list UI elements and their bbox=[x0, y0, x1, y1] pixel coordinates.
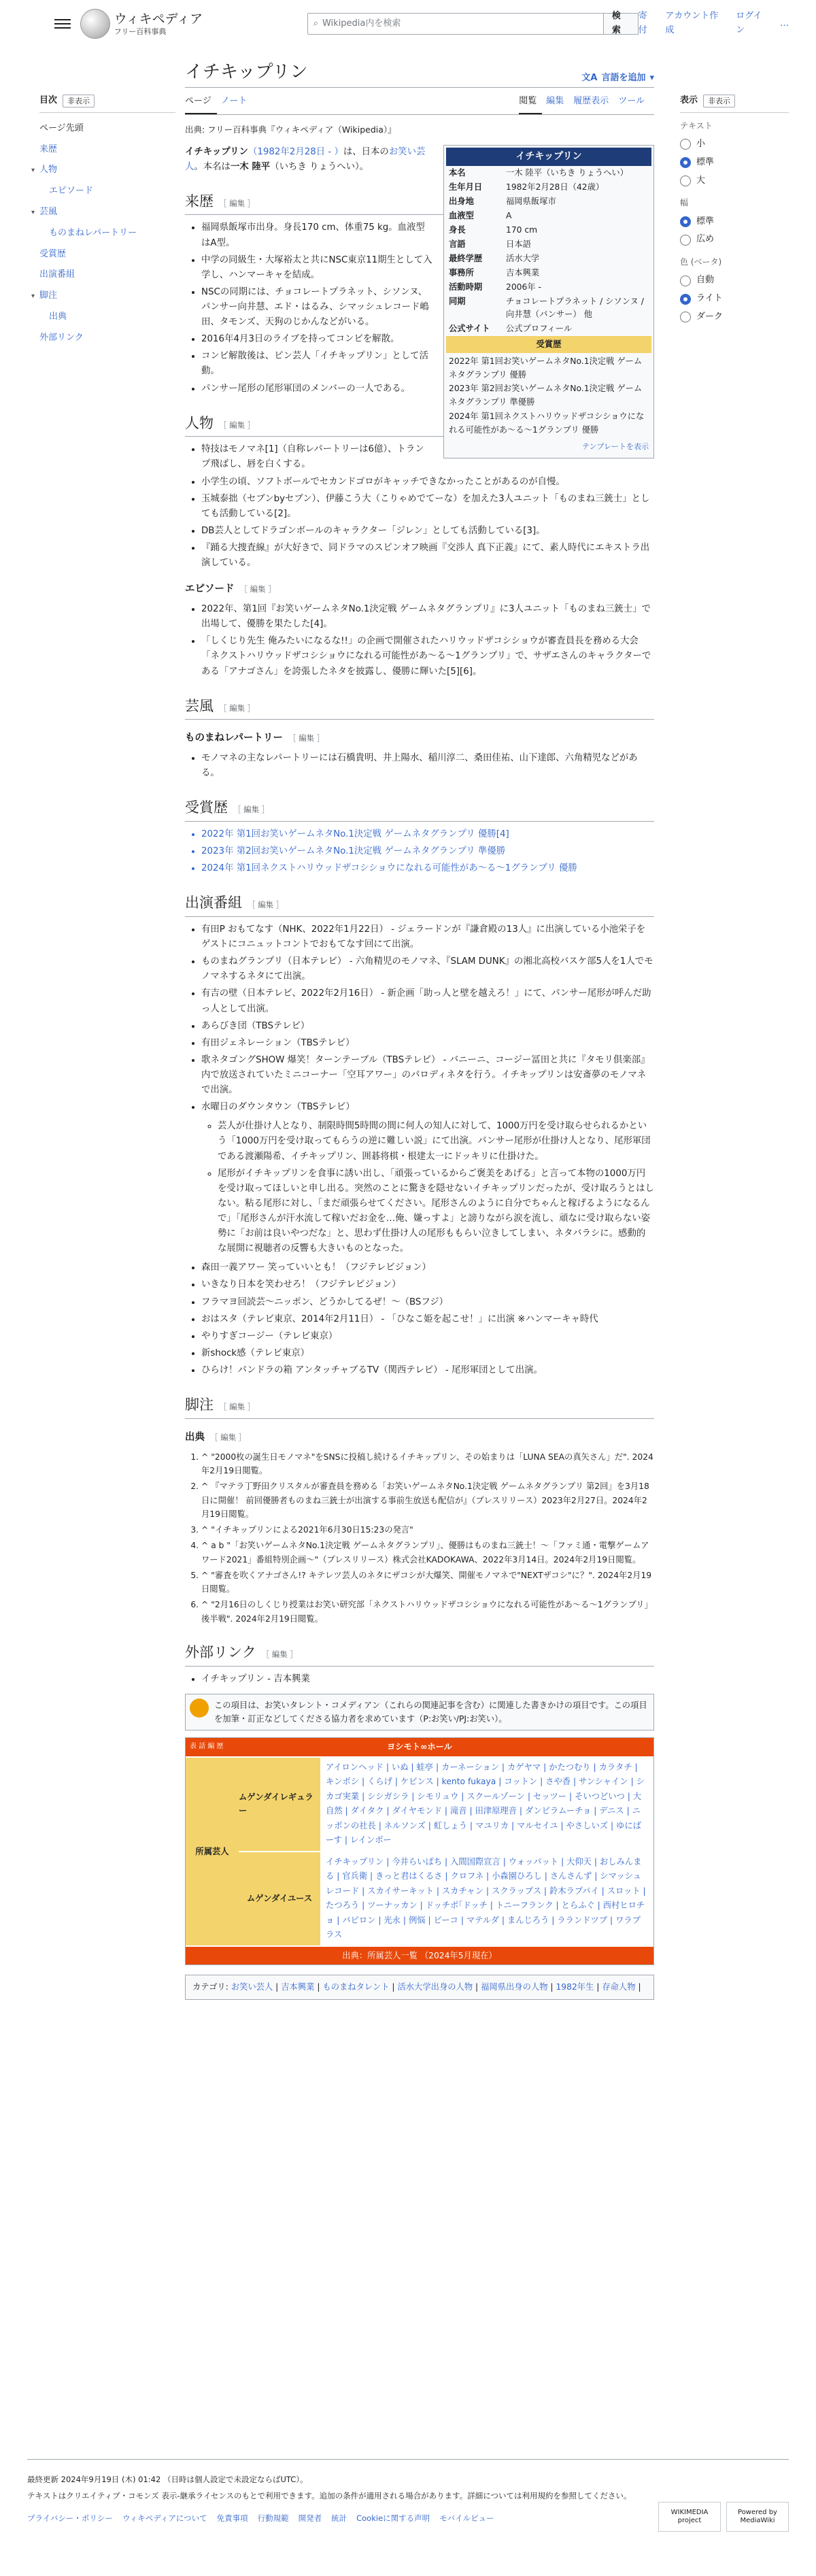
header-link-0[interactable]: 寄付 bbox=[638, 11, 647, 35]
infobox-key: 血液型 bbox=[449, 210, 474, 220]
appearance-panel bbox=[680, 94, 789, 327]
category-link[interactable]: 福岡県出身の人物 bbox=[481, 1982, 548, 1992]
toc-item[interactable] bbox=[39, 118, 175, 139]
header-link-2[interactable]: ログイン bbox=[736, 11, 762, 35]
license-text: テキストはクリエイティブ・コモンズ 表示-継承ライセンスのもとで利用できます。追加の条件が適用される場合があります。詳細については利用規約を参照してください。 bbox=[27, 2491, 632, 2501]
from-wikipedia: 出典: フリー百科事典『ウィキペディア（Wikipedia）』 bbox=[185, 124, 396, 135]
list-item: • 水曜日のダウンタウン（TBSテレビ） ◦ 芸人が仕掛け人となり、制限時間5時間の間に何人の知人に対して、1000万円を受け取らせられるかという「1000万円を受け取ってもらうの逆に難しい説」にて出演。パンサー尾形が仕掛け人となり、尾形軍団である渡瀬陽希、イチキップリン、囲碁将棋・根建太一にドッキリに仕掛けた。 ◦ 尾形がイチキップリンを食事に誘い出し、「頑張っているからご褒美をあげる」と言って本物の1000万円を受け取ってほしいと申し出る。突然のことに驚きを隠せないイチキップリンだったが、受け取ろうとはしない。粘る尾形に対し、「まだ頑張らせてください。尾形さんのように自分でちゃんと稼げるようになるんで」「尾形さんが汗水流して稼いだお金を…俺、嫌っすよ」と謗りながら涙を流し、頑なに受け取らない姿勢に「お前は良いやつだな」と、思わず仕掛け人の尾形ももらい泣きしてしまい、ネタバラシに。感動的な展開に視聴者の反響も大きいものとなった。 bbox=[201, 1100, 654, 1256]
section-title: 脚注 bbox=[185, 1396, 214, 1414]
color_opts-label: ライト bbox=[696, 293, 723, 304]
subsection-title: ものまねレパートリー bbox=[185, 733, 283, 744]
toc-item-label: 出演番組 bbox=[39, 269, 75, 280]
infobox-value: 1982年2月28日（42歳） bbox=[506, 182, 605, 192]
list-item: ◦ 尾形がイチキップリンを食事に誘い出し、「頑張っているからご褒美をあげる」と言って本物の1000万円を受け取ってほしいと申し出る。突然のことに驚きを隠せないイチキップリンだったが、受け取ろうとはしない。粘る尾形に対し、「まだ頑張らせてください。尾形さんのように自分でちゃんと稼げるようになるんで」「尾形さんが汗水流して稼いだお金を…俺、嫌っすよ」と謗りながら涙を流し、頑なに受け取らない姿勢に「お前は良いやつだな」と、思わず仕掛け人の尾形ももらい泣きしてしまい、ネタバラシに。感動的な展開に視聴者の反響も大きいものとなった。 bbox=[218, 1167, 654, 1257]
width_opts-radio[interactable] bbox=[680, 213, 789, 231]
list-item: • DB芸人としてドラゴンボールのキャラクター「ジレン」としても活動している[3]。 bbox=[201, 524, 654, 539]
wikimedia-badge[interactable]: WIKIMEDIA project bbox=[658, 2502, 721, 2532]
list-item: • パンサー尾形の尾形軍団のメンバーの一人である。 bbox=[201, 382, 654, 397]
lead-paragraph: イチキップリン（1982年2月28日 - ）は、日本のお笑い芸人。本名は一木 陸平（いちき りょうへい）。 bbox=[185, 146, 426, 172]
section-heading-notes bbox=[185, 1393, 654, 1419]
navbox-list-regular[interactable]: アイロンヘッド | いぬ | 蛙亭 | カーネーション | カゲヤマ | かたつむり | カラタチ | キンボシ | くらげ | ケビンス | kento fukaya | コットン | さや香 | サンシャイン | シカゴ実業 | シシガシラ | シモリュウ | スクールゾーン | セッツー | そいつどいつ | 大自然 | ダイタク | ダイヤモンド | 滝音 | 田津原理音 | ダンビラムーチョ | デニス | ニッポンの社長 | ネルソンズ | 虹しょう | マユリカ | マルセイユ | やさしいズ | ゆにばーす | レインボー bbox=[326, 1762, 645, 1845]
category-link[interactable]: 吉本興業 bbox=[281, 1982, 315, 1992]
list-item: ◦ 芸人が仕掛け人となり、制限時間5時間の間に何人の知人に対して、1000万円を受け取らせられるかという「1000万円を受け取ってもらうの逆に難しい説」にて出演。パンサー尾形が仕掛け人となり、尾形軍団である渡瀬陽希、イチキップリン、囲碁将棋・根建太一にドッキリに仕掛けた。 bbox=[218, 1119, 654, 1164]
footer-link-0[interactable]: プライバシー・ポリシー bbox=[27, 2513, 113, 2523]
edit-link[interactable]: ［ 編集 ］ bbox=[219, 420, 256, 430]
list-item: • 玉城泰拙（セブンbyセブン）、伊藤こう大（こりゃめでてーな）を加えた3人ユニット「ものまね三銃士」としても活動している[2]。 bbox=[201, 492, 654, 522]
main-content bbox=[185, 61, 654, 2000]
navbox-title[interactable]: ヨシモト∞ホール bbox=[386, 1742, 453, 1752]
infobox-value: 一木 陸平（いちき りょうへい） bbox=[506, 167, 628, 178]
subsection-title: エピソード bbox=[185, 584, 235, 595]
header-link-3[interactable]: … bbox=[779, 18, 789, 29]
infobox bbox=[443, 145, 654, 459]
edit-link[interactable]: ［ 編集 ］ bbox=[219, 198, 256, 208]
toc-toggle-icon[interactable]: ▾ bbox=[31, 208, 35, 216]
toc-item[interactable] bbox=[39, 307, 175, 328]
toc-item-label: 脚注 bbox=[39, 290, 58, 301]
reference-item: 3. ^ "イチキップリンによる2021年6月30日15:23の発言" bbox=[201, 1523, 654, 1537]
navbox-footer: 出典：所属芸人一覧 （2024年5月現在） bbox=[186, 1945, 653, 1964]
category-link[interactable]: お笑い芸人 bbox=[231, 1982, 273, 1992]
infobox-key: 事務所 bbox=[449, 268, 474, 278]
list-item: • 中学の同級生・大塚裕太と共にNSC東京11期生として入学し、ハンマーキャを結成。 bbox=[201, 253, 654, 283]
list-item: • いきなり日本を笑わせろ！（フジテレビジョン） bbox=[201, 1277, 654, 1292]
list-item: • ものまねグランプリ（日本テレビ） - 六角精児のモノマネ、『SLAM DUNK』の湘北高校バスケ部5人を1人でモノマネするネタにて出演。 bbox=[201, 954, 654, 984]
footer-link-3[interactable]: 行動規範 bbox=[257, 2513, 289, 2523]
toc-item-label: エピソード bbox=[49, 186, 94, 197]
section-title: 受賞歴 bbox=[185, 799, 228, 816]
width_opts-label: 広め bbox=[696, 234, 715, 245]
infobox-award: 2022年 第1回お笑いゲームネタNo.1決定戦 ゲームネタグランプリ 優勝 bbox=[449, 356, 643, 380]
footer-link-2[interactable]: 免責事項 bbox=[216, 2513, 248, 2523]
infobox-key: 活動時期 bbox=[449, 282, 483, 292]
text_opts-radio[interactable] bbox=[680, 154, 789, 172]
infobox-key: 最終学歴 bbox=[449, 253, 483, 263]
section-heading-shows bbox=[185, 891, 654, 917]
toc-sidebar bbox=[31, 94, 175, 349]
radio-button[interactable] bbox=[680, 139, 691, 150]
site-header bbox=[54, 5, 789, 42]
list-item: • 2023年 第2回お笑いゲームネタNo.1決定戦 ゲームネタグランプリ 準優勝 bbox=[201, 844, 654, 859]
infobox-key: 出身地 bbox=[449, 196, 474, 206]
radio-button[interactable] bbox=[680, 216, 691, 227]
list-item: • コンビ解散後は、ピン芸人「イチキップリン」として活動。 bbox=[201, 349, 654, 379]
main-menu-icon[interactable] bbox=[54, 19, 71, 29]
toc-toggle-icon[interactable]: ▾ bbox=[31, 292, 35, 301]
toc-item-label: 出典 bbox=[49, 311, 67, 322]
stub-notice: この項目は、お笑いタレント・コメディアン（これらの関連記事を含む）に関連した書きかけの項目です。この項目を加筆・訂正などしてくださる協力者を求めています（P:お笑い/PJ:お笑い）。 bbox=[185, 1694, 654, 1731]
infobox-value: 福岡県飯塚市 bbox=[506, 196, 556, 206]
wikipedia-globe-icon bbox=[80, 9, 110, 39]
infobox-key: 生年月日 bbox=[449, 182, 483, 192]
reference-item: 2. ^ 『マテラ丁野田クリスタルが審査員を務める「お笑いゲームネタNo.1決定戦 ゲームネタグランプリ 第2回」を3月18日に開催！ 前回優勝者ものまね三銃士が出演する事前生放送も配信が』（プレスリリース）2023年2月27日。2024年2月19日閲覧。 bbox=[201, 1479, 654, 1521]
list-item: • 2022年、第1回『お笑いゲームネタNo.1決定戦 ゲームネタグランプリ』に3人ユニット「ものまね三銃士」で出場して、優勝を果たした[4]。 bbox=[201, 602, 654, 632]
category-link[interactable]: ものまねタレント bbox=[322, 1982, 390, 1992]
radio-button[interactable] bbox=[680, 294, 691, 305]
radio-button[interactable] bbox=[680, 235, 691, 246]
list-item: • 有田ジェネレーション（TBSテレビ） bbox=[201, 1036, 654, 1051]
radio-button[interactable] bbox=[680, 312, 691, 322]
list-item: • フラマヨ回読芸〜ニッポン、どうかしてるぜ！〜（BSフジ） bbox=[201, 1295, 654, 1310]
toc-item-label: 外部リンク bbox=[39, 332, 84, 343]
header-link-1[interactable]: アカウント作成 bbox=[665, 11, 719, 35]
show-template-link[interactable]: テンプレートを表示 bbox=[581, 442, 649, 452]
toc-item[interactable] bbox=[39, 265, 175, 286]
toc-toggle-icon[interactable]: ▾ bbox=[31, 167, 35, 175]
text_opts-label: 大 bbox=[696, 175, 706, 186]
toc-item-label: ものまねレパートリー bbox=[49, 227, 137, 238]
tab-right-0[interactable]: 閲覧 bbox=[519, 90, 542, 114]
list-item: • イチキップリン - 吉本興業 bbox=[201, 1672, 654, 1687]
navbox-vte[interactable]: 表 話 編 歴 bbox=[190, 1743, 224, 1751]
infobox-value: A bbox=[506, 210, 512, 220]
width-label: 幅 bbox=[680, 198, 689, 208]
infobox-value: 170 cm bbox=[506, 224, 538, 235]
logo-title: ウィキペディア bbox=[114, 12, 203, 27]
text_opts-radio[interactable] bbox=[680, 172, 789, 190]
toc-item[interactable] bbox=[31, 286, 175, 307]
radio-button[interactable] bbox=[680, 175, 691, 186]
appearance-title: 表示 bbox=[680, 95, 698, 105]
list-item: • 2016年4月3日のライブを持ってコンビを解散。 bbox=[201, 332, 654, 347]
page-tabs bbox=[185, 90, 654, 115]
toc-item-label: 受賞歴 bbox=[39, 248, 67, 259]
appearance-hide-button[interactable]: 非表示 bbox=[703, 95, 735, 108]
list-item: • ひらけ！パンドラの箱 アンタッチャブるTV（関西テレビ） - 尾形軍団として出演。 bbox=[201, 1363, 654, 1378]
edit-link[interactable]: ［ 編集 ］ bbox=[219, 1402, 256, 1412]
navbox-subgroup-regular: ムゲンダイレギュラー bbox=[239, 1758, 320, 1851]
list-item: • 2022年 第1回お笑いゲームネタNo.1決定戦 ゲームネタグランプリ 優勝[4] bbox=[201, 827, 654, 842]
page-title: イチキップリン bbox=[185, 62, 308, 82]
list-item: • 福岡県飯塚市出身。身長170 cm、体重75 kg。血液型はA型。 bbox=[201, 220, 654, 250]
site-logo[interactable] bbox=[80, 9, 249, 39]
tab-right-1[interactable]: 編集 bbox=[546, 95, 564, 106]
infobox-award: 2024年 第1回ネクストハリウッドザコシショウになれる可能性があ〜る〜1グランプリ 優勝 bbox=[449, 411, 645, 435]
edit-link[interactable]: ［ 編集 ］ bbox=[233, 805, 270, 815]
infobox-value: 活水大学 bbox=[506, 253, 540, 263]
footer-link-7[interactable]: モバイルビュー bbox=[439, 2513, 494, 2523]
list-item: • やりすぎコージー（テレビ東京） bbox=[201, 1329, 654, 1344]
section-heading-style bbox=[185, 695, 654, 720]
toc-item[interactable] bbox=[39, 181, 175, 202]
chevron-down-icon: ▾ bbox=[649, 72, 654, 83]
infobox-award: 2023年 第2回お笑いゲームネタNo.1決定戦 ゲームネタグランプリ 準優勝 bbox=[449, 384, 643, 407]
section-heading-awards bbox=[185, 796, 654, 822]
category-link[interactable]: 1982年生 bbox=[556, 1982, 594, 1992]
comedian-link[interactable]: お笑い芸人 bbox=[185, 146, 426, 172]
toc-item-label: 人物 bbox=[39, 165, 58, 175]
toc-item[interactable] bbox=[39, 223, 175, 244]
list-item: • 2024年 第1回ネクストハリウッドザコシショウになれる可能性があ〜る〜1グランプリ 優勝 bbox=[201, 861, 654, 876]
last-modified: 最終更新 2024年9月19日 (木) 01:42 （日時は個人設定で未設定ならばUTC）。 bbox=[27, 2475, 308, 2484]
infobox-key: 言語 bbox=[449, 239, 466, 249]
infobox-value: チョコレートプラネット / シソンヌ / 向井慧（パンサー） 他 bbox=[506, 297, 644, 320]
toc-item-label: ページ先頭 bbox=[39, 122, 84, 133]
personal-tools bbox=[639, 10, 789, 38]
text_opts-label: 小 bbox=[696, 138, 706, 149]
toc-item[interactable] bbox=[39, 328, 175, 349]
infobox-value: 日本語 bbox=[506, 239, 531, 249]
list-item: • 新shock感（テレビ東京） bbox=[201, 1346, 654, 1361]
tab-0[interactable]: ページ bbox=[185, 90, 217, 114]
tab-right-3[interactable]: ツール bbox=[618, 95, 645, 106]
toc-item[interactable] bbox=[31, 202, 175, 223]
radio-button[interactable] bbox=[680, 275, 691, 286]
text_opts-label: 標準 bbox=[696, 156, 715, 167]
toc-item[interactable] bbox=[39, 139, 175, 161]
page-footer bbox=[27, 2459, 789, 2524]
navbox-subgroup-youth: ムゲンダイユース bbox=[239, 1852, 320, 1945]
footer-link-5[interactable]: 統計 bbox=[331, 2513, 347, 2523]
text-size-label: テキスト bbox=[680, 120, 713, 131]
add-language-button[interactable]: 文A 言語を追加 ▾ bbox=[581, 72, 654, 83]
toc-item[interactable] bbox=[31, 160, 175, 181]
infobox-awards-header: 受賞歴 bbox=[446, 336, 651, 352]
toc-hide-button[interactable]: 非表示 bbox=[63, 95, 95, 108]
subsection-title: 出典 bbox=[185, 1431, 205, 1443]
list-item: • モノマネの主なレパートリーには石橋貴明、井上陽水、稲川淳二、桑田佳祐、山下達郎、六角精児などがある。 bbox=[201, 751, 654, 781]
infobox-value: 吉本興業 bbox=[506, 268, 540, 278]
list-item: • 「しくじり先生 俺みたいになるな!!」の企画で開催されたハリウッドザコシショウが審査員長を務める大会「ネクストハリウッドザコシショウになれる可能性があ〜る〜1グランプリ」で、サザエさんのキャラクターである「アナゴさん」を誇張したネタを披露し、優勝に輝いた[5][6]。 bbox=[201, 634, 654, 679]
category-link[interactable]: 活水大学出身の人物 bbox=[397, 1982, 473, 1992]
subsection-heading bbox=[185, 582, 654, 598]
list-item: • 『踊る大捜査線』が大好きで、同ドラマのスピンオフ映画『交渉人 真下正義』にて、素人時代にエキストラ出演している。 bbox=[201, 541, 654, 571]
navbox-group: 所属芸人 bbox=[186, 1758, 239, 1945]
tab-1[interactable]: ノート bbox=[220, 95, 248, 106]
edit-link[interactable]: ［ 編集 ］ bbox=[248, 900, 284, 910]
search-button[interactable]: 検索 bbox=[604, 13, 639, 35]
infobox-key: 身長 bbox=[449, 224, 466, 235]
subsection-heading bbox=[185, 731, 654, 747]
list-item: • 有吉の壁（日本テレビ、2022年2月16日） - 新企画「助っ人と壁を越えろ！」にて、パンサー尾形が呼んだ助っ人として出演。 bbox=[201, 986, 654, 1016]
width_opts-label: 標準 bbox=[696, 216, 715, 227]
tab-right-2[interactable]: 履歴表示 bbox=[573, 95, 609, 106]
list-item: • 特技はモノマネ[1]（自称レパートリーは6億）、トランプ飛ばし、唇を白くする。 bbox=[201, 442, 654, 472]
footer-link-1[interactable]: ウィキペディアについて bbox=[122, 2513, 207, 2523]
translate-icon: 文A bbox=[581, 72, 598, 83]
list-item: • NSCの同期には、チョコレートプラネット、シソンヌ、パンサー向井慧、エド・はるみ、シマッシュレコード嶋田、タモンズ、天狗のじかんなどがいる。 bbox=[201, 285, 654, 330]
list-item: • 小学生の頃、ソフトボールでセカンドゴロがキャッチできなかったことがあるのが自慢。 bbox=[201, 475, 654, 490]
infobox-key: 本名 bbox=[449, 167, 466, 178]
reference-item: 4. ^ a b "「お笑いゲームネタNo.1決定戦 ゲームネタグランプリ」、優勝はものまね三銃士！〜「ファミ通・電撃ゲームアワード2021」番組特別企画〜"（プレスリリース）株式会社KADOKAWA、2022年3月14日。2024年2月19日閲覧。 bbox=[201, 1539, 654, 1567]
infobox-value: 公式プロフィール bbox=[506, 324, 573, 334]
width_opts-radio[interactable] bbox=[680, 231, 789, 249]
category-link[interactable]: 存命人物 bbox=[602, 1982, 636, 1992]
section-title: 来歴 bbox=[185, 193, 214, 210]
navbox-list-youth[interactable]: イチキップリン | 今井らいぱち | 入間国際宣言 | ウォッパット | 大仰天 | おしみんまる | 官兵衛 | きっと君はくるさ | クロフネ | 小森園ひろし | さんさんず | シマッシュレコード | スカイサーキット | スカチャン | スクラップス | 鈴木ラプパイ | スロット | たつろう | ツーナッカン | ドッチボ｢ドッチ | トニーフランク | とらふぐ | 西村ヒロチョ | パピロン | 光永 | 例悩 | ピーコ | マテルダ | まんじろう | ラランドツブ | ワラプラス bbox=[326, 1856, 646, 1940]
color_opts-radio[interactable] bbox=[680, 271, 789, 290]
color_opts-label: ダーク bbox=[696, 311, 724, 322]
section-title: 外部リンク bbox=[185, 1644, 256, 1661]
toc-item-label: 来歴 bbox=[39, 144, 58, 154]
text_opts-radio[interactable] bbox=[680, 135, 789, 154]
section-title: 出演番組 bbox=[185, 894, 242, 911]
edit-link[interactable]: ［ 編集 ］ bbox=[288, 733, 325, 743]
infobox-value: 2006年 - bbox=[506, 282, 541, 292]
list-item: • おはスタ（テレビ東京、2014年2月11日） - 「ひなこ姫を起こせ！」に出演 ※ハンマーキャ時代 bbox=[201, 1312, 654, 1327]
stub-icon bbox=[190, 1699, 209, 1718]
search-form bbox=[307, 13, 639, 35]
color-label: 色 (ベータ) bbox=[680, 257, 722, 267]
subsection-heading bbox=[185, 1430, 654, 1446]
list-item: • 有田P おもてなす（NHK、2022年1月22日） - ジェラードンが『謙倉殿の13人』に出演している小池栄子をゲストにコニュットコントでおもてなす回にて出演。 bbox=[201, 922, 654, 952]
edit-link[interactable]: ［ 編集 ］ bbox=[210, 1432, 247, 1442]
category-link[interactable]: カテゴリ bbox=[192, 1982, 226, 1992]
edit-link[interactable]: ［ 編集 ］ bbox=[239, 584, 276, 595]
list-item: • あらびき団（TBSテレビ） bbox=[201, 1019, 654, 1034]
list-item: • 森田一義アワー 笑っていいとも！（フジテレビジョン） bbox=[201, 1260, 654, 1275]
mediawiki-badge[interactable]: Powered by MediaWiki bbox=[726, 2502, 789, 2532]
section-title: 芸風 bbox=[185, 697, 214, 714]
color_opts-label: 自動 bbox=[696, 275, 715, 286]
reference-item: 1. ^ "2000枚の誕生日モノマネ"をSNSに投稿し続けるイチキップリン、その始まりは「LUNA SEAの真矢さん」だ". 2024年2月19日閲覧。 bbox=[201, 1450, 654, 1478]
navbox bbox=[185, 1737, 654, 1965]
radio-button[interactable] bbox=[680, 157, 691, 168]
category-box: カテゴリ: お笑い芸人 | 吉本興業 | ものまねタレント | 活水大学出身の人物 | 福岡県出身の人物 | 1982年生 | 存命人物 | bbox=[185, 1975, 654, 2000]
infobox-key: 同期 bbox=[449, 297, 466, 307]
toc-title: 目次 bbox=[39, 95, 58, 105]
footer-link-4[interactable]: 開発者 bbox=[298, 2513, 322, 2523]
search-input[interactable]: ⌕ Wikipedia内を検索 bbox=[307, 13, 604, 35]
color_opts-radio[interactable] bbox=[680, 290, 789, 308]
toc-item[interactable] bbox=[39, 244, 175, 265]
reference-item: 6. ^ "2月16日のしくじり授業はお笑い研究部「ネクストハリウッドザコシショウになれる可能性があ〜る〜1グランプリ」後半戦". 2024年2月19日閲覧。 bbox=[201, 1598, 654, 1626]
list-item: • 歌ネタゴングSHOW 爆笑！ターンテーブル（TBSテレビ） - バニーニ、コージー冨田と共に『タモリ倶楽部』内で放送されていたミニコーナー「空耳アワー」のパロディネタを行う。イチキップリンは安斎夢のモノマネで出演。 bbox=[201, 1053, 654, 1098]
section-heading-links bbox=[185, 1641, 654, 1667]
color_opts-radio[interactable] bbox=[680, 308, 789, 327]
edit-link[interactable]: ［ 編集 ］ bbox=[219, 703, 256, 713]
footer-link-6[interactable]: Cookieに関する声明 bbox=[356, 2513, 430, 2523]
reference-item: 5. ^ "審査を吹くアナゴさん!? キテレツ芸人のネタにザコシが大爆笑、開催モノマネで"NEXTザコシ"に？". 2024年2月19日閲覧。 bbox=[201, 1569, 654, 1596]
section-title: 人物 bbox=[185, 414, 214, 431]
edit-link[interactable]: ［ 編集 ］ bbox=[261, 1650, 298, 1660]
infobox-key: 公式サイト bbox=[449, 324, 490, 334]
search-icon: ⌕ bbox=[313, 18, 318, 29]
infobox-header: イチキップリン bbox=[446, 148, 651, 166]
toc-item-label: 芸風 bbox=[39, 206, 58, 217]
logo-subtitle: フリー百科事典 bbox=[114, 27, 167, 36]
